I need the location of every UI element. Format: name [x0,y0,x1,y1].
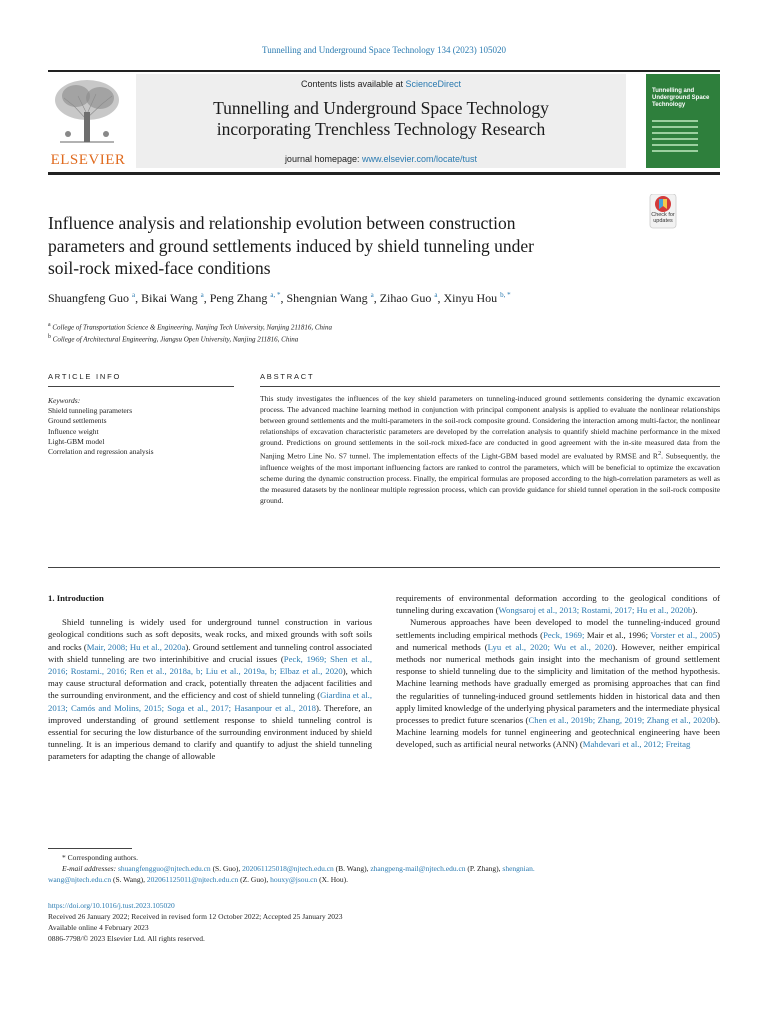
citation-link[interactable]: Wongsaroj et al., 2013; Rostami, 2017; Hu et al., 2020b [498,605,693,616]
author-affiliation-mark[interactable]: b, * [500,291,511,299]
keyword-item: Shield tunneling parameters [48,406,133,416]
abstract-rule [260,386,720,387]
affiliation-b [48,332,668,344]
text-run: requirements of environmental deformation according to the geological conditions of tunneling during excavation ( [396,593,720,616]
author-affiliation-mark[interactable]: a [200,291,204,299]
text-run: Numerous approaches have been developed to model the tunneling-induced ground settlements including empirical methods ( [396,617,720,640]
keywords-label: Keywords: [48,396,81,405]
author-affiliation-mark[interactable]: a, * [270,291,281,299]
masthead-top-rule [48,70,720,72]
publisher-logo-text: ELSEVIER [50,152,126,168]
footnote-rule [48,848,132,849]
text-run: ). Machine learning models for tunnel engineering and geotechnical engineering have been developed, such as artificial neural networks (ANN) ( [396,715,720,750]
email-addresses [48,863,720,874]
citation-link[interactable]: Mahdevari et al., 2012; Freitag [582,739,691,750]
journal-masthead [48,70,720,176]
keyword-item: Influence weight [48,426,99,436]
masthead-bottom-rule [48,172,720,175]
keywords-list [48,396,234,457]
keyword-item: Ground settlements [48,416,107,426]
homepage-line [136,154,626,164]
article-info-rule [48,386,234,387]
email-label: E-mail addresses: [62,864,117,873]
journal-title [136,98,626,140]
citation-link[interactable]: Peck, 1969; [543,629,585,640]
intro-paragraph-2 [396,616,720,750]
email-link[interactable]: shengnian. [502,864,535,873]
email-link[interactable]: 202061125011@njtech.edu.cn [146,875,239,884]
contents-line [136,79,626,89]
body-column-left [48,592,372,763]
citation-link[interactable]: Mair, 2008; Hu et al., 2020a [86,641,186,652]
journal-title-line2: incorporating Trenchless Technology Research [216,119,546,139]
abstract-heading: ABSTRACT [260,372,315,381]
article-metadata [48,900,720,944]
text-run: Shield tunneling is widely used for underground tunnel construction in various geological conditions such as soft deposits, weak rocks, and mixed grounds with soft soils and rocks ( [48,617,372,652]
crossmark-label-line2: updates [653,218,673,224]
email-owner: (S. Guo), [210,864,243,873]
doi-link[interactable]: https://doi.org/10.1016/j.tust.2023.105020 [48,901,175,910]
text-run: ). Therefore, an improved understanding of ground settlement response to shield tunneling control is essential for securing the low disturbance of the surrounding environment induced by shield tunneling. It is an imperious demand to clarify and quantify to adjust the shield tunneling parameters for adapting the change of allowable [48,702,373,762]
text-run: ). However, neither empirical methods nor numerical methods gain insight into the mechanism of ground settlement response to shield tunneling due to the simplicity and limitation of the method hypothesis. Machine learning methods have gradually emerged as promising approaches that can find the regularities of tunneling-induced ground settlements hidden in historical data and then apply limited knowledge of the underlying physical parameters and the intermediate physical processes to predict future scenarios ( [396,641,721,726]
author-affiliation-mark[interactable]: a [370,291,374,299]
email-owner: (S. Wang), [111,875,147,884]
citation-link[interactable]: Peck, 1969; Shen et al., 2016; Rostami., 2016; Ren et al., 2018a, b; Liu et al., 2019a, b; Elbaz et al., 2020 [48,653,372,677]
journal-title-line1: Tunnelling and Underground Space Technology [213,98,549,118]
text-run: ), which may cause structural deformation and crack, potentially threaten the adjacent facilities and the surrounding environment, and the efficiency and cost of shield tunneling ( [48,666,373,701]
footnotes [48,852,720,885]
crossmark-label-line1: Check for [651,212,675,218]
keyword-item: Light-GBM model [48,436,105,446]
abstract-text [260,393,720,506]
article-info-heading: ARTICLE INFO [48,372,122,381]
journal-info-panel [136,74,626,168]
affiliation-a [48,320,668,332]
elsevier-tree-icon [48,76,126,144]
article-title-line3: soil-rock mixed-face conditions [48,258,271,278]
affiliation-text: College of Architectural Engineering, Jiangsu Open University, Nanjing 211816, China [52,335,299,344]
homepage-prefix: journal homepage: [284,154,362,164]
email-owner: (B. Wang), [333,864,371,873]
homepage-link[interactable]: www.elsevier.com/locate/tust [362,154,478,164]
sciencedirect-link[interactable]: ScienceDirect [405,79,462,89]
intro-paragraph-1-continued [396,592,720,616]
affiliation-mark: a [48,322,51,328]
available-online: Available online 4 February 2023 [48,923,149,932]
abstract-superscript: 2 [657,450,662,457]
keyword-item: Correlation and regression analysis [48,447,154,457]
article-title-line2: parameters and ground settlements induced by shield tunneling under [48,235,534,256]
text-run: ). [692,605,698,616]
citation-link[interactable]: Chen et al., 2019b; Zhang, 2019; Zhang et al., 2020b [528,715,715,726]
cover-title: Tunnelling and Underground Space Technology [652,88,710,108]
intro-paragraph-1 [48,616,372,762]
corresponding-note: * Corresponding authors. [62,853,139,862]
email-link[interactable]: shuangfengguo@njtech.edu.cn [117,864,211,873]
body-column-right [396,592,720,751]
copyright-line: 0886-7798/© 2023 Elsevier Ltd. All rights reserved. [48,934,205,943]
article-title [48,212,628,280]
crossmark-label[interactable] [646,212,680,224]
cover-decoration [652,120,698,156]
contents-prefix: Contents lists available at [300,79,406,89]
email-link[interactable]: wang@njtech.edu.cn [48,875,112,884]
citation-link[interactable]: Lyu et al., 2020; Wu et al., 2020 [487,641,613,652]
citation-link[interactable]: Giardina et al., 2013; Camós and Molins, 2015; Soga et al., 2017; Hasanpour et al., 2018 [48,690,372,713]
author-name[interactable]: Xinyu Hou [443,291,498,305]
author-name[interactable]: Peng Zhang [209,291,268,305]
email-link[interactable]: 202061125018@njtech.edu.cn [242,864,334,873]
affiliation-text: College of Transportation Science & Engineering, Nanjing Tech University, Nanjing 211816, China [52,323,332,332]
author-affiliation-mark[interactable]: a [132,291,136,299]
email-link[interactable]: houxy@jsou.cn [270,875,318,884]
text-run: Mair et al., 1996; [584,629,651,640]
abstract-text-part2: . Subsequently, the influence weights of the most important influencing factors are ranked to control the parameters, which will be beneficial to optimize the excavation scheme during the dynamic construction process. Finally, the empirical formulas are proposed according to the high-correlation parameters as well as the measured datasets by the nonlinear multiple regression process, which can provide guidance for shield tunnel operation in the soil-rock composite ground. [260,451,720,505]
abstract-text-part1: This study investigates the influences of the key shield parameters on tunneling-induced ground settlements considering the dynamic excavation process. The advanced machine learning method in conjunction with principal component analysis is applied to evaluate the nonlinear relationships between ground settlements and the multi-parameters in the soil-rock composite ground. Considering the interaction among multi-factor, the nonlinear relationships of excavation characteristic parameters are developed by the correlation analysis to quantify shield machine performance in the mixed ground. Predictions on ground settlements in the soil-rock mixed-face are conducted in good agreement with the in-site measured data from the Nanjing Metro Line No. S7 tunnel. The implementation effects of the Light-GBM based model are evaluated by RMSE and R [260,394,720,461]
author-name[interactable]: Bikai Wang [141,291,198,305]
citation-link[interactable]: Vorster et al., 2005 [650,629,718,640]
article-title-line1: Influence analysis and relationship evolution between construction [48,213,516,233]
author-list: Shuangfeng Guo $^a$, Bikai Wang $^a$, Peng Zhang $^{a, *}$, Shengnian Wang $^a$, Zihao Guo $^a$, Xinyu Hou $^{b, *}$ [48,291,511,305]
affiliation-mark: b [48,334,51,341]
email-owner: (Z. Guo), [238,875,271,884]
email-owner: (P. Zhang), [465,864,503,873]
article-history: Received 26 January 2022; Received in revised form 12 October 2022; Accepted 25 January 2023 [48,912,343,921]
email-addresses-continued [48,874,720,885]
author-name[interactable]: Shuangfeng Guo [48,291,129,305]
email-owner: (X. Hou). [317,875,349,884]
section-heading-introduction: 1. Introduction [48,593,104,603]
text-run: ). Ground settlement and tunneling control associated with shield tunneling are two interinhibitive and crucial issues ( [48,641,372,664]
elsevier-logo[interactable] [48,76,128,168]
author-name[interactable]: Shengnian Wang [286,291,368,305]
text-run: ) and numerical methods ( [396,629,720,652]
abstract-bottom-rule [48,567,720,568]
journal-citation[interactable]: Tunnelling and Underground Space Technology 134 (2023) 105020 [262,45,506,55]
author-affiliation-mark[interactable]: a [434,291,438,299]
email-link[interactable]: zhangpeng-mail@njtech.edu.cn [370,864,466,873]
journal-cover-image[interactable] [646,74,720,168]
affiliations [48,320,668,345]
author-name[interactable]: Zihao Guo [379,291,432,305]
